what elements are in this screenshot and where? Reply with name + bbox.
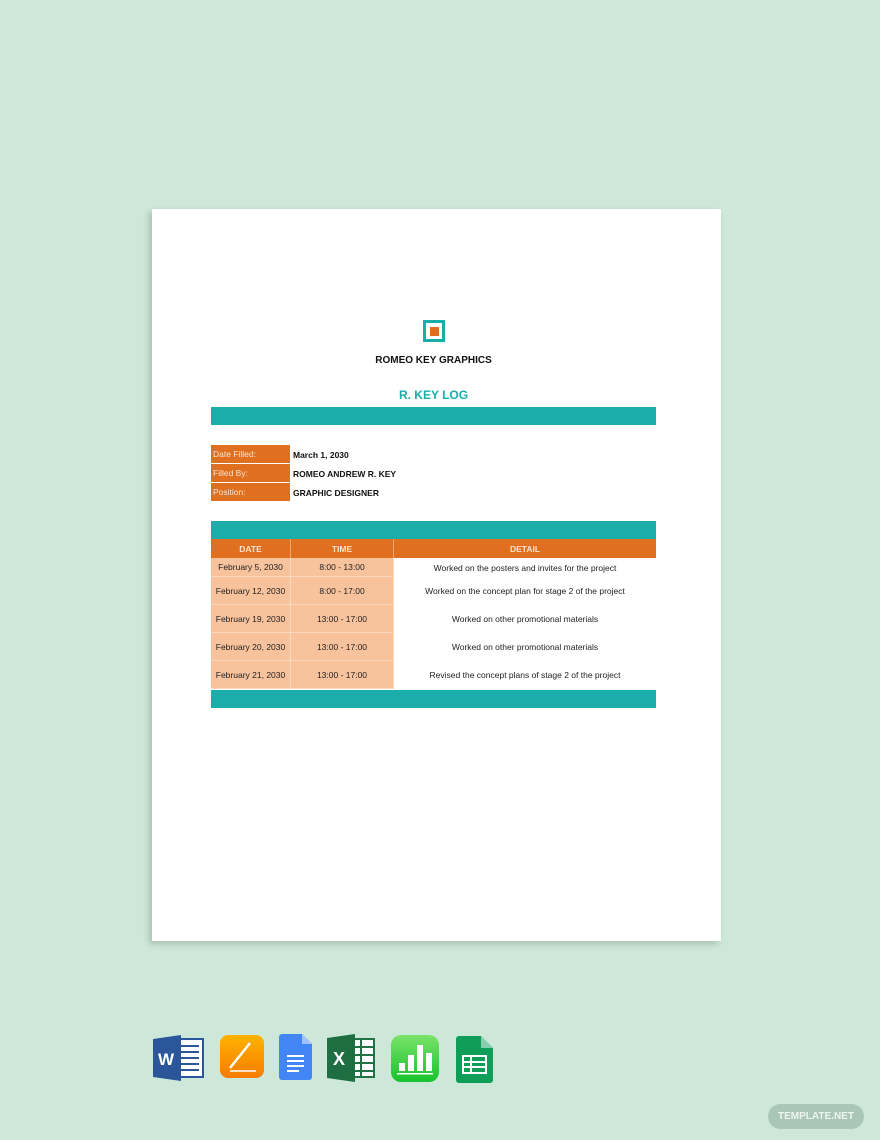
title-divider-bar — [211, 407, 656, 425]
cell-detail: Worked on the concept plan for stage 2 of the project — [425, 586, 625, 596]
cell-time: 13:00 - 17:00 — [291, 633, 394, 661]
table-row — [211, 577, 656, 605]
info-row-position — [211, 483, 396, 502]
cell-time: 13:00 - 17:00 — [291, 605, 394, 633]
watermark-badge: TEMPLATE.NET — [768, 1104, 864, 1129]
word-icon — [153, 1035, 205, 1081]
table-top-bar — [211, 521, 656, 539]
google-docs-icon — [279, 1034, 312, 1080]
svg-text:W: W — [158, 1050, 175, 1069]
info-row-filled-by — [211, 464, 396, 483]
cell-detail: Revised the concept plans of stage 2 of the project — [429, 670, 621, 680]
header-time: TIME — [291, 539, 394, 558]
cell-detail: Worked on other promotional materials — [451, 642, 599, 652]
info-value: GRAPHIC DESIGNER — [293, 487, 379, 498]
cell-date: February 12, 2030 — [211, 577, 291, 605]
google-sheets-icon — [456, 1036, 493, 1083]
document-title: R. KEY LOG — [398, 388, 469, 402]
table-row — [211, 661, 656, 689]
info-value: March 1, 2030 — [293, 449, 349, 460]
cell-date: February 19, 2030 — [211, 605, 291, 633]
table-row — [211, 605, 656, 633]
table-row — [211, 558, 656, 577]
table-header-row — [211, 539, 656, 558]
info-value: ROMEO ANDREW R. KEY — [293, 468, 397, 479]
header-date: DATE — [211, 539, 291, 558]
company-logo-icon — [423, 320, 445, 342]
cell-date: February 21, 2030 — [211, 661, 291, 689]
cell-time: 8:00 - 17:00 — [291, 577, 394, 605]
table-bottom-bar — [211, 690, 656, 708]
excel-icon — [327, 1034, 376, 1082]
info-row-date — [211, 445, 396, 464]
info-label: Date Filled: — [211, 445, 290, 463]
info-label: Position: — [211, 483, 290, 501]
cell-time: 8:00 - 13:00 — [291, 558, 394, 577]
numbers-icon — [391, 1035, 439, 1082]
info-block — [211, 445, 396, 502]
svg-text:X: X — [333, 1049, 346, 1069]
log-table — [211, 539, 656, 689]
cell-date: February 5, 2030 — [211, 558, 291, 577]
cell-time: 13:00 - 17:00 — [291, 661, 394, 689]
cell-detail: Worked on the posters and invites for the project — [433, 562, 617, 573]
pages-icon — [220, 1035, 264, 1078]
header-detail: DETAIL — [509, 543, 541, 554]
cell-date: February 20, 2030 — [211, 633, 291, 661]
cell-detail: Worked on other promotional materials — [451, 614, 599, 624]
table-row — [211, 633, 656, 661]
info-label: Filled By: — [211, 464, 290, 482]
company-name: ROMEO KEY GRAPHICS — [375, 355, 492, 366]
